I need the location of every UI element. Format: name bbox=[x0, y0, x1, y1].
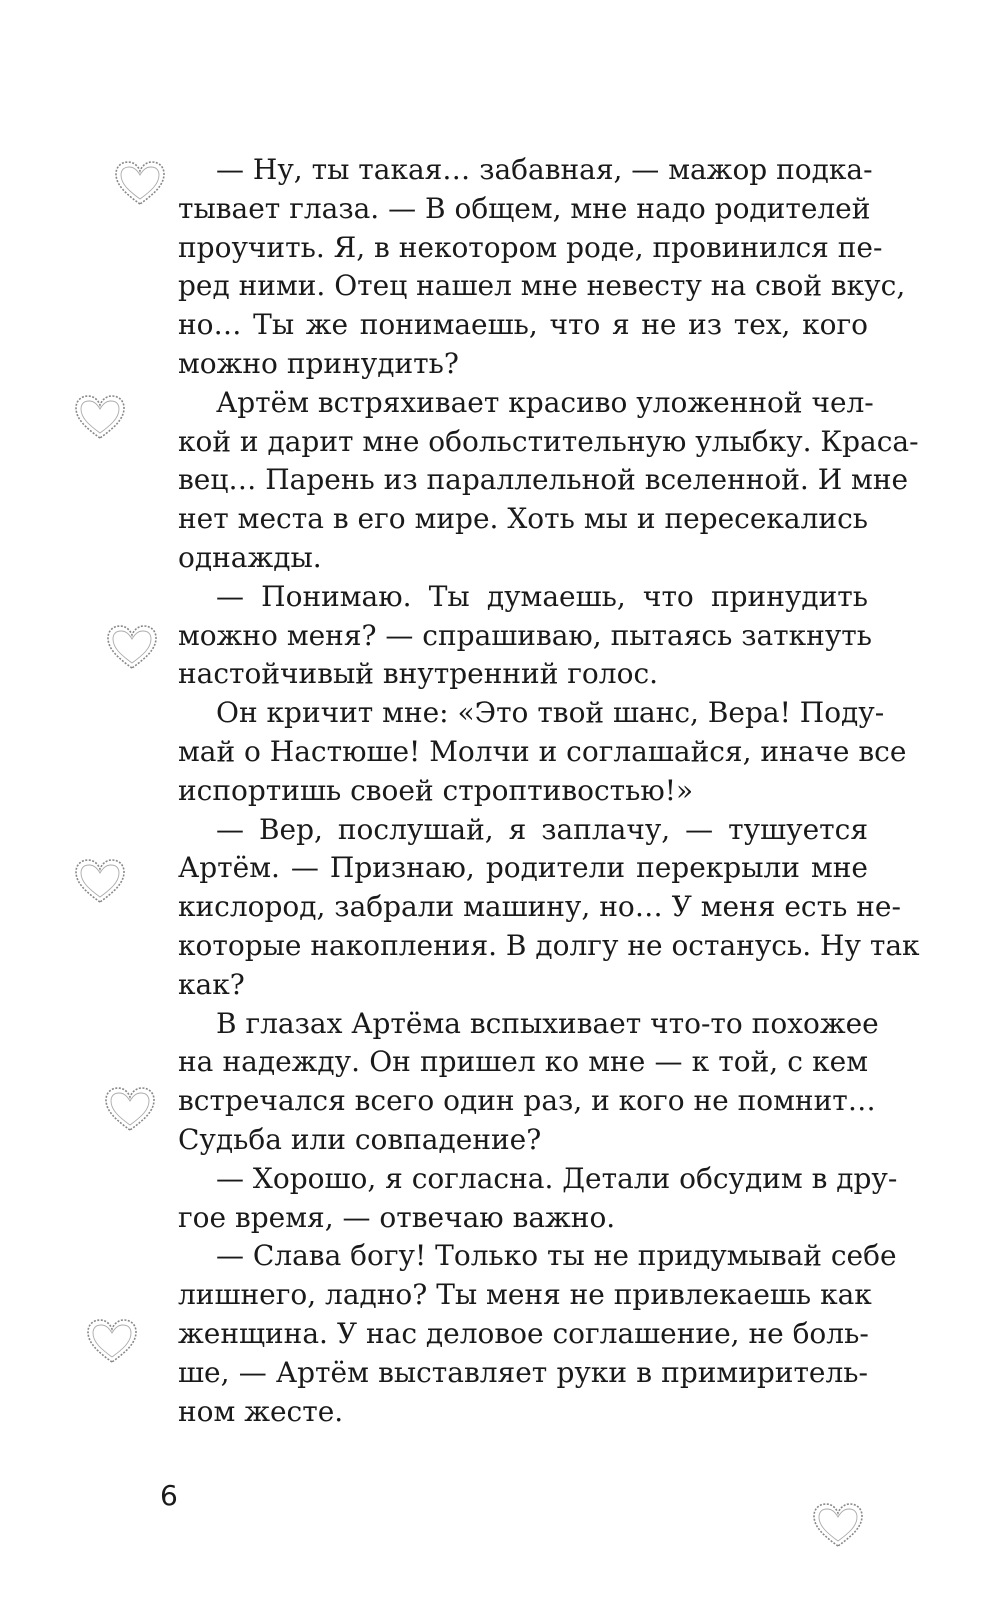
page-number: 6 bbox=[160, 1479, 178, 1512]
heart-doodle-icon bbox=[84, 1316, 140, 1366]
text-line: которые накопления. В долгу не останусь. Ну так bbox=[178, 928, 920, 962]
text-line: ред ними. Отец нашел мне невесту на свой вкус, bbox=[178, 269, 906, 303]
text-line: ном жесте. bbox=[178, 1394, 344, 1428]
text-line: Судьба или совпадение? bbox=[178, 1122, 542, 1156]
text-line: однажды. bbox=[178, 540, 322, 574]
text-line: на надежду. Он пришел ко мне — к той, с кем bbox=[178, 1045, 868, 1079]
text-line: кислород, забрали машину, но… У меня есть не- bbox=[178, 890, 901, 924]
text-line: проучить. Я, в некотором роде, провинился пе- bbox=[178, 230, 883, 264]
text-line: гое время, — отвечаю важно. bbox=[178, 1200, 616, 1234]
text-line: но… Ты же понимаешь, что я не из тех, кого bbox=[178, 308, 868, 342]
text-line: май о Настюше! Молчи и соглашайся, иначе все bbox=[178, 734, 907, 768]
text-line: Он кричит мне: «Это твой шанс, Вера! Поду- bbox=[216, 696, 885, 730]
text-line: — Понимаю. Ты думаешь, что принудить bbox=[216, 579, 868, 613]
text-line: вец… Парень из параллельной вселенной. И мне bbox=[178, 463, 909, 497]
text-line: женщина. У нас деловое соглашение, не боль- bbox=[178, 1316, 869, 1350]
heart-doodle-icon bbox=[104, 622, 160, 672]
text-line: — Хорошо, я согласна. Детали обсудим в дру- bbox=[216, 1161, 898, 1195]
text-line: — Ну, ты такая… забавная, — мажор подка- bbox=[216, 153, 873, 186]
page-body-text bbox=[178, 151, 920, 1431]
heart-doodle-icon bbox=[72, 856, 128, 906]
heart-doodle-icon bbox=[72, 392, 128, 442]
text-line: можно принудить? bbox=[178, 346, 459, 380]
text-line: можно меня? — спрашиваю, пытаясь заткнуть bbox=[178, 618, 873, 652]
text-line: В глазах Артёма вспыхивает что-то похожее bbox=[216, 1006, 879, 1040]
text-line: тывает глаза. — В общем, мне надо родителей bbox=[178, 191, 871, 225]
text-line: Артём встряхивает красиво уложенной чел- bbox=[216, 385, 874, 419]
heart-doodle-icon bbox=[810, 1500, 866, 1550]
heart-doodle-icon bbox=[112, 158, 168, 208]
text-line: лишнего, ладно? Ты меня не привлекаешь как bbox=[178, 1278, 872, 1312]
heart-doodle-icon bbox=[102, 1084, 158, 1134]
text-line: — Слава богу! Только ты не придумывай себе bbox=[216, 1239, 897, 1273]
text-line: — Вер, послушай, я заплачу, — тушуется bbox=[216, 812, 868, 846]
text-line: нет места в его мире. Хоть мы и пересекались bbox=[178, 502, 868, 536]
text-line: испортишь своей строптивостью!» bbox=[178, 773, 694, 807]
text-line: ше, — Артём выставляет руки в примиритель- bbox=[178, 1355, 868, 1389]
text-line: настойчивый внутренний голос. bbox=[178, 657, 659, 691]
text-line: Артём. — Признаю, родители перекрыли мне bbox=[178, 851, 868, 885]
text-line: кой и дарит мне обольстительную улыбку. Краса- bbox=[178, 424, 919, 458]
text-line: встречался всего один раз, и кого не помнит… bbox=[178, 1084, 876, 1118]
text-line: как? bbox=[178, 967, 245, 1001]
